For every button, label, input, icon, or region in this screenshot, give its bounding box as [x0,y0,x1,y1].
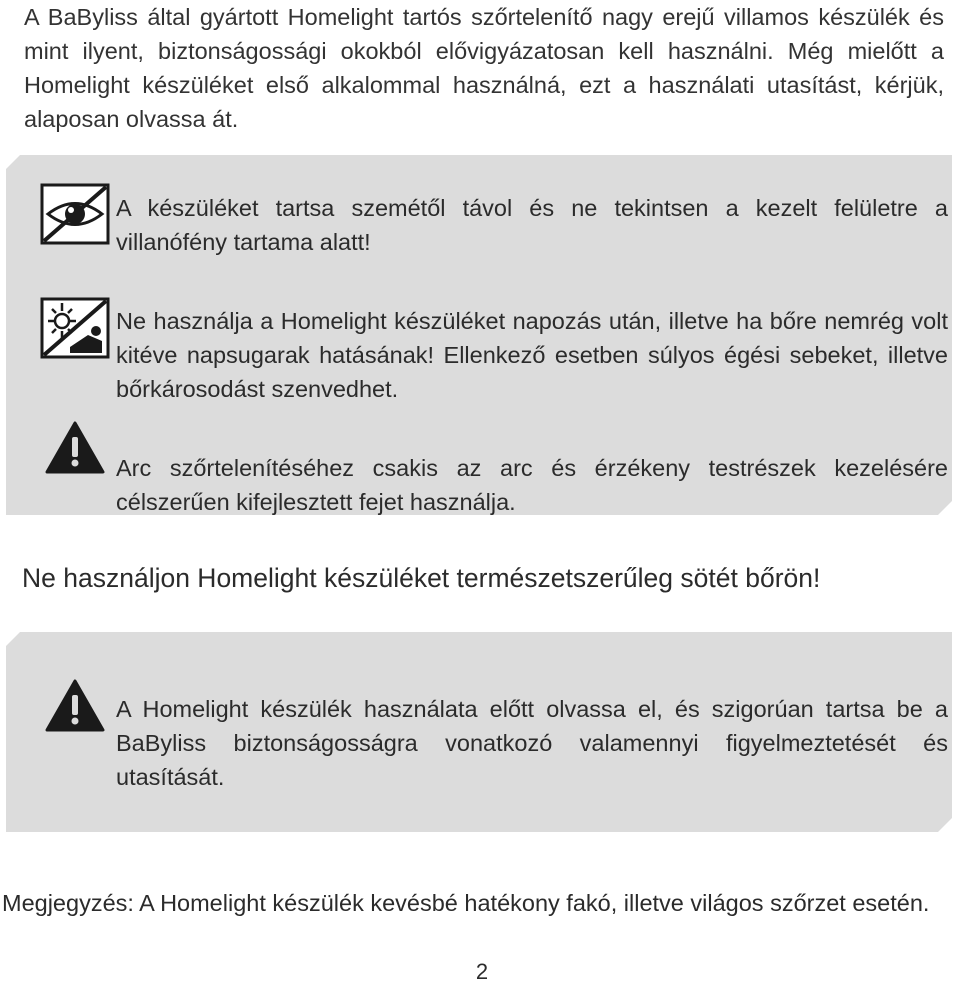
warning-sun-text: Ne használja a Homelight készüléket napozás után, illetve ha bőre nemrég volt kitéve napsugarak hatásának! Ellenkező esetben súlyos égési sebeket, illetve bőrkárosodást szenvedhet. [116,308,948,402]
intro-text: A BaByliss által gyártott Homelight tartós szőrtelenítő nagy erejű villamos készülék és mint ilyent, biztonságossági okokból elővigyázatosan kell használni. Még mielőtt a Homelight készüléket első alkalommal használná, ezt a használati utasítást, kérjük, alaposan olvassa át. [24,4,944,132]
note [2,886,942,920]
intro-paragraph [24,0,944,136]
warning-triangle-icon [44,678,106,734]
warning-sun [116,304,948,406]
warning-eye-text: A készüléket tartsa szemétől távol és ne tekintsen a kezelt felületre a villanófény tartama alatt! [116,195,948,255]
safety-box [6,632,952,832]
warnings-box [6,155,952,515]
no-sunbathing-icon [40,297,110,359]
safety-text-block [116,692,948,794]
safety-text: A Homelight készülék használata előtt olvassa el, és szigorúan tartsa be a BaByliss biztonságosságra vonatkozó valamennyi figyelmeztetését és utasítását. [116,696,948,790]
dark-skin-warning: Ne használjon Homelight készüléket természetszerűleg sötét bőrön! [22,563,821,593]
note-text: Megjegyzés: A Homelight készülék kevésbé hatékony fakó, illetve világos szőrzet esetén. [2,890,930,916]
no-looking-eye-icon [40,183,110,245]
warning-face [116,451,948,519]
warning-eye [116,191,948,259]
page-number: 2 [475,959,489,984]
warning-triangle-icon [44,420,106,476]
warning-face-text: Arc szőrtelenítéséhez csakis az arc és érzékeny testrészek kezelésére célszerűen kifejlesztett fejet használja. [116,455,948,515]
